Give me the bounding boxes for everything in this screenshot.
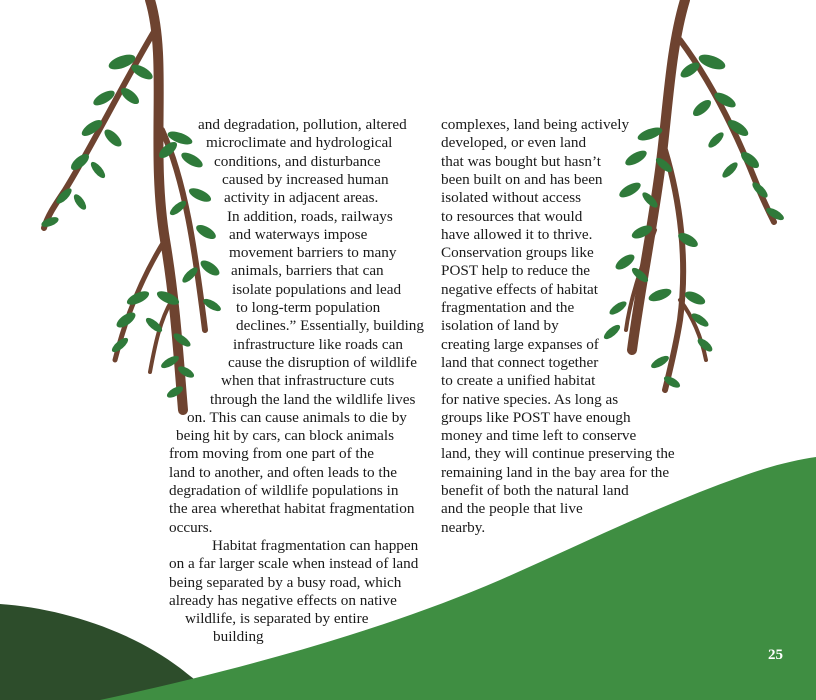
text-line: being separated by a busy road, which — [169, 573, 402, 591]
text-line: benefit of both the natural land — [441, 482, 629, 499]
text-line: to resources that would — [441, 207, 583, 225]
text-line: that was bought but hasn’t — [441, 152, 602, 170]
text-line: and degradation, pollution, altered — [198, 116, 407, 133]
text-line: infrastructure like roads can — [233, 335, 403, 353]
text-line: remaining land in the bay area for the — [441, 463, 670, 481]
text-line: activity in adjacent areas. — [224, 189, 379, 207]
text-line: land, they will continue preserving the — [441, 445, 675, 463]
text-line: complexes, land being actively — [441, 116, 630, 133]
text-line: movement barriers to many — [229, 244, 397, 262]
text-line: In addition, roads, railways — [227, 207, 393, 225]
text-line: building — [213, 628, 264, 646]
text-line: money and time left to conserve — [441, 427, 637, 445]
text-line: degradation of wildlife populations in — [169, 482, 399, 499]
text-line: isolated without access — [441, 189, 582, 207]
page-number: 25 — [768, 647, 783, 663]
text-line: conditions, and disturbance — [214, 152, 381, 170]
text-line: isolate populations and lead — [232, 280, 402, 298]
text-line: animals, barriers that can — [231, 262, 384, 280]
text-line: have allowed it to thrive. — [441, 225, 593, 243]
text-line: Habitat fragmentation can happen — [212, 536, 419, 554]
text-line: when that infrastructure cuts — [221, 372, 395, 390]
text-line: to long-term population — [236, 299, 381, 316]
text-line: land to another, and often leads to the — [169, 463, 397, 481]
text-line: been built on and has been — [441, 170, 603, 188]
text-line: caused by increased human — [222, 170, 389, 188]
text-line: and waterways impose — [229, 225, 368, 243]
text-line: declines.” Essentially, building — [236, 317, 424, 335]
text-line: wildlife, is separated by entire — [185, 610, 369, 628]
text-line: on. This can cause animals to die by — [187, 408, 407, 426]
text-line: nearby. — [441, 518, 486, 536]
text-line: microclimate and hydrological — [206, 134, 393, 152]
text-line: negative effects of habitat — [441, 280, 599, 298]
text-line: from moving from one part of the — [169, 445, 374, 463]
text-line: being hit by cars, can block animals — [176, 427, 395, 445]
text-line: on a far larger scale when instead of land — [169, 555, 419, 573]
text-line: isolation of land by — [441, 317, 559, 335]
text-line: fragmentation and the — [441, 299, 575, 316]
text-line: developed, or even land — [441, 134, 587, 152]
text-line: cause the disruption of wildlife — [228, 353, 417, 371]
text-line: POST help to reduce the — [441, 262, 591, 280]
text-line: creating large expanses of — [441, 335, 599, 353]
text-line: occurs. — [169, 518, 213, 536]
text-line: to create a unified habitat — [441, 372, 596, 390]
text-line: through the land the wildlife lives — [210, 390, 416, 408]
text-line: Conservation groups like — [441, 244, 594, 262]
text-line: for native species. As long as — [441, 390, 619, 408]
left-leaves — [40, 52, 222, 400]
text-line: land that connect together — [441, 353, 599, 371]
text-line: the area wherethat habitat fragmentation — [169, 500, 415, 518]
text-line: already has negative effects on native — [169, 591, 397, 609]
text-line: and the people that live — [441, 500, 583, 518]
text-line: groups like POST have enough — [441, 408, 631, 426]
